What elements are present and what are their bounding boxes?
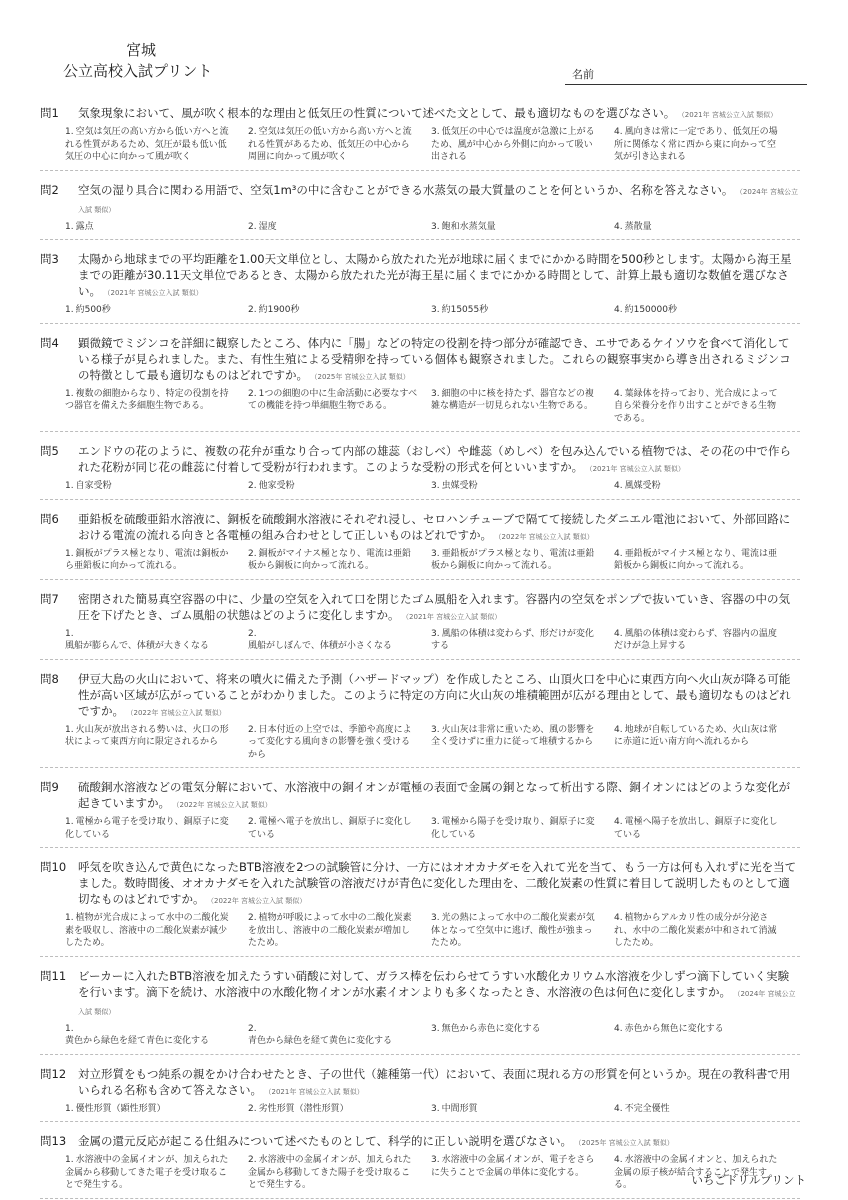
question-source: （2021年 宮城公立入試 類似）: [268, 1087, 364, 1096]
question-header: [40, 182, 800, 218]
question-text-wrap: [78, 968, 800, 1020]
question-source: （2025年 宮城公立入試 類似）: [314, 372, 410, 381]
answer-option-2[interactable]: [248, 1103, 431, 1116]
option-text: 銅板がプラス極となり、電流は銅板から亜鉛板に向かって流れる。: [65, 548, 229, 571]
question-text: 金属の還元反応が起こる仕組みについて述べたものとして、科学的に正しい説明を選びなさい。: [78, 1134, 573, 1148]
option-text: 不完全優性: [624, 1103, 670, 1114]
question-text-wrap: [78, 779, 800, 813]
question-text: 顕微鏡でミジンコを詳細に観察したところ、体内に「腸」などの特定の役割を持つ部分が確認でき、エサであるケイソウを食べて消化している様子が見られました。また、有性生殖による受精卵を持っている個体も観察されました。これらの観察事実から導き出されるミジンコの特徴として最も適切なものはどれですか。: [78, 335, 791, 382]
option-number: 1.: [65, 305, 74, 315]
question-header: [40, 968, 800, 1020]
option-number: 1.: [65, 127, 74, 137]
question-item: [40, 669, 800, 769]
question-item: [40, 589, 800, 660]
question-number: 問9: [40, 780, 59, 794]
option-number: 3.: [431, 913, 440, 923]
question-source: （2021年 宮城公立入試 類似）: [405, 612, 502, 621]
answer-option-4[interactable]: [614, 912, 797, 950]
option-text: 水溶液中の金属イオンが、加えられた金属から移動してきた電子を受け取ることで発生する。: [65, 1155, 229, 1190]
answer-option-1[interactable]: [65, 388, 248, 426]
question-text-wrap: [78, 251, 800, 301]
answer-option-3[interactable]: [431, 304, 614, 317]
option-number: 1.: [65, 1155, 74, 1165]
option-text: 細胞の中に核を持たず、器官などの複雑な構造が一切見られない生物である。: [431, 388, 594, 411]
option-number: 1.: [65, 388, 74, 399]
option-text: 風船が膨らんで、体積が大きくなる: [65, 641, 209, 651]
option-number: 4.: [614, 724, 623, 735]
option-text: 水溶液中の金属イオンと、加えられた金属の原子核が結合することで発生する。: [614, 1155, 778, 1190]
option-text: 火山灰が放出される勢いは、火口の形状によって東西方向に限定されるから: [65, 724, 229, 747]
question-number: 問12: [40, 1066, 67, 1081]
question-text: 密閉された簡易真空容器の中に、少量の空気を入れて口を閉じたゴム風船を入れます。容器内の空気をポンプで抜いていき、容器の中の気圧を下げたとき、ゴム風船の状態はどのように変化しますか。: [78, 591, 790, 622]
question-source: （2022年 宮城公立入試 類似）: [210, 897, 307, 905]
option-text: 水溶液中の金属イオンが、加えられた金属から移動してきた陽子を受け取ることで発生する。: [248, 1155, 412, 1190]
answer-option-3[interactable]: [431, 388, 614, 426]
question-text-wrap: [78, 335, 800, 385]
option-text: 低気圧の中心では温度が急激に上がるため、風が中心から外側に向かって吸い出される: [431, 127, 595, 162]
answer-option-1[interactable]: [65, 724, 248, 762]
question-header: [40, 443, 800, 477]
option-number: 1.: [65, 1103, 74, 1114]
option-number: 2.: [248, 1155, 257, 1165]
option-text: 日本付近の上空では、季節や高度によって変化する風向きの影響を強く受けるから: [248, 724, 412, 760]
option-number: 4.: [614, 481, 623, 491]
question-number: 問5: [40, 444, 59, 458]
option-text: 劣性形質（潜性形質）: [258, 1103, 349, 1114]
option-text: 湿度: [258, 221, 277, 232]
answer-option-4[interactable]: [614, 724, 797, 762]
answer-option-1[interactable]: [65, 221, 248, 234]
option-text: 他家受粉: [258, 481, 295, 491]
option-number: 4.: [614, 548, 623, 559]
option-text: 飽和水蒸気量: [441, 221, 496, 232]
option-text: 電極へ電子を放出し、銅原子に変化している: [248, 817, 412, 840]
option-number: 4.: [614, 913, 623, 923]
question-text-wrap: [78, 511, 800, 545]
question-text: エンドウの花のように、複数の花弁が重なり合って内部の雄蕊（おしべ）や雌蕊（めしべ）を包み込んでいる植物では、その花の中で作られた花粉が同じ花の雌蕊に付着して受粉が行われます。このような受粉の形式を何といいますか。: [78, 444, 791, 474]
option-number: 2.: [248, 628, 257, 639]
option-text: 黄色から緑色を経て青色に変化する: [65, 1036, 210, 1046]
answer-option-1[interactable]: [65, 1103, 248, 1116]
question-text-wrap: [78, 105, 800, 123]
question-item: [40, 333, 800, 433]
question-source: （2022年 宮城公立入試 類似）: [176, 801, 272, 809]
question-item: [40, 857, 800, 957]
option-number: 2.: [248, 481, 257, 491]
option-text: 電極から電子を受け取り、銅原子に変化している: [65, 817, 229, 840]
option-text: 露点: [75, 221, 94, 232]
answer-option-4[interactable]: [614, 388, 797, 426]
option-number: 2.: [248, 548, 257, 559]
answer-option-1[interactable]: [65, 816, 248, 841]
question-item: [40, 777, 800, 848]
answer-options: [65, 304, 800, 317]
question-header: [40, 779, 800, 813]
option-text: 1つの細胞の中に生命活動に必要なすべての機能を持つ単細胞生物である。: [248, 388, 418, 411]
option-number: 4.: [614, 1155, 623, 1165]
question-header: [40, 591, 800, 625]
answer-option-3[interactable]: [431, 126, 614, 164]
answer-option-2[interactable]: [248, 126, 431, 164]
option-number: 3.: [431, 548, 440, 559]
answer-option-3[interactable]: [431, 1023, 614, 1048]
question-header: [40, 1133, 800, 1151]
answer-option-1[interactable]: [65, 126, 248, 164]
answer-option-3[interactable]: [431, 1154, 614, 1192]
answer-option-2[interactable]: [248, 221, 431, 234]
option-number: 1.: [65, 628, 74, 639]
question-source: （2022年 宮城公立入試 類似）: [130, 708, 226, 717]
question-item: [40, 249, 800, 324]
option-number: 1.: [65, 913, 74, 923]
answer-option-3[interactable]: [431, 628, 614, 653]
answer-option-2[interactable]: [248, 1023, 431, 1048]
option-number: 2.: [248, 1103, 257, 1114]
question-source: （2024年 宮城公立入試 類似）: [78, 989, 796, 1016]
question-text: 伊豆大島の火山において、将来の噴火に備えた予測（ハザードマップ）を作成したところ、山頂火口を中心に東西方向へ火山灰が降る可能性が高い区域が広がっていることがわかりました。このように特定の方向に火山灰の堆積範囲が広がる理由として、最も適切なものはどれですか。: [78, 671, 791, 718]
option-number: 3.: [431, 1103, 440, 1114]
option-text: 植物が呼吸によって水中の二酸化炭素を放出し、溶液中の二酸化炭素が増加したため。: [248, 913, 412, 948]
answer-option-4[interactable]: [614, 126, 797, 164]
question-source: （2021年 宮城公立入試 類似）: [681, 111, 778, 119]
question-text: ビーカーに入れたBTB溶液を加えたうすい硝酸に対して、ガラス棒を伝わらせてうすい水酸化カリウム水溶液を少しずつ滴下していく実験を行います。滴下を続け、水溶液中の水酸化物イオンが水素イオンよりも多くなったとき、水溶液の色は何色に変化しますか。: [78, 968, 790, 999]
name-field[interactable]: [565, 84, 807, 85]
option-text: 葉緑体を持っており、光合成によって自ら栄養分を作り出すことができる生物である。: [614, 388, 778, 424]
answer-option-2[interactable]: [248, 548, 431, 573]
title-prefecture: 宮城: [126, 41, 157, 59]
option-text: 蒸散量: [624, 221, 652, 232]
option-number: 2.: [248, 221, 257, 232]
option-text: 地球が自転しているため、火山灰は常に赤道に近い南方向へ流れるから: [614, 724, 778, 747]
answer-option-3[interactable]: [431, 548, 614, 573]
question-text-wrap: [78, 182, 800, 218]
option-number: 1.: [65, 1023, 74, 1034]
option-text: 風船の体積は変わらず、容器内の温度だけが急上昇する: [614, 628, 777, 651]
option-number: 1.: [65, 724, 74, 735]
option-text: 風媒受粉: [624, 481, 661, 491]
option-number: 4.: [614, 628, 623, 639]
option-text: 約500秒: [75, 305, 111, 315]
answer-option-2[interactable]: [248, 724, 431, 762]
answer-options: [65, 628, 800, 653]
option-text: 亜鉛板がマイナス極となり、電流は亜鉛板から銅板に向かって流れる。: [614, 548, 778, 571]
option-number: 4.: [614, 305, 623, 315]
question-number: 問11: [40, 968, 67, 983]
option-number: 4.: [614, 221, 623, 232]
question-item: [40, 509, 800, 580]
option-number: 4.: [614, 1023, 623, 1034]
option-text: 風船がしぼんで、体積が小さくなる: [248, 641, 392, 651]
question-header: [40, 1066, 800, 1100]
footer-brand: いちごドリルプリント: [691, 1173, 806, 1187]
question-text: 空気の湿り具合に関わる用語で、空気1m³の中に含むことができる水蒸気の最大質量のことを何というか、名称を答えなさい。: [78, 182, 734, 197]
option-text: 空気は気圧の高い方から低い方へと流れる性質があるため、気圧が最も低い低気圧の中心に向かって風が吹く: [65, 127, 229, 162]
option-text: 青色から緑色を経て黄色に変化する: [248, 1036, 393, 1046]
option-text: 光の熱によって水中の二酸化炭素が気体となって空気中に逃げ、酸性が強まったため。: [431, 913, 595, 948]
question-text-wrap: [78, 671, 800, 721]
answer-option-1[interactable]: [65, 480, 248, 493]
answer-options: [65, 1103, 800, 1116]
answer-options: [65, 1154, 800, 1192]
question-source: （2025年 宮城公立入試 類似）: [578, 1139, 674, 1147]
answer-option-2[interactable]: [248, 388, 431, 426]
option-number: 1.: [65, 221, 74, 232]
answer-options: [65, 126, 800, 164]
question-text-wrap: [78, 591, 800, 625]
question-text: 対立形質をもつ純系の親をかけ合わせたとき、子の世代（雑種第一代）において、表面に現れる方の形質を何というか。現在の教科書で用いられる名称も含めて答えなさい。: [78, 1066, 791, 1097]
question-source: （2024年 宮城公立入試 類似）: [78, 187, 798, 214]
question-header: [40, 105, 800, 123]
option-number: 2.: [248, 817, 257, 827]
option-text: 風向きは常に一定であり、低気圧の場所に関係なく常に西から東に向かって空気が引き込まれる: [614, 127, 778, 162]
option-text: 空気は気圧の低い方から高い方へと流れる性質があるため、低気圧の中心から周囲に向かって風が吹く: [248, 127, 412, 162]
option-text: 赤色から無色に変化する: [624, 1023, 724, 1034]
option-text: 火山灰は非常に重いため、風の影響を全く受けずに重力に従って堆積するから: [431, 724, 595, 747]
answer-option-1[interactable]: [65, 548, 248, 573]
question-source: （2021年 宮城公立入試 類似）: [107, 289, 203, 297]
option-text: 植物が光合成によって水中の二酸化炭素を吸収し、溶液中の二酸化炭素が減少したため。: [65, 913, 229, 948]
answer-option-4[interactable]: [614, 1023, 797, 1048]
option-text: 電極から陽子を受け取り、銅原子に変化している: [431, 817, 595, 840]
option-text: 亜鉛板がプラス極となり、電流は亜鉛板から銅板に向かって流れる。: [431, 548, 595, 571]
option-number: 3.: [431, 1023, 440, 1034]
option-number: 2.: [248, 724, 257, 735]
option-number: 3.: [431, 127, 440, 137]
option-number: 1.: [65, 481, 74, 491]
option-number: 4.: [614, 1103, 623, 1114]
option-number: 3.: [431, 221, 440, 232]
option-number: 2.: [248, 127, 257, 137]
option-number: 3.: [431, 1155, 440, 1165]
answer-options: [65, 1023, 800, 1048]
name-label: 名前: [572, 68, 594, 81]
question-item: [40, 1064, 800, 1123]
answer-options: [65, 221, 800, 234]
answer-option-4[interactable]: [614, 480, 797, 493]
option-number: 3.: [431, 724, 440, 735]
question-text: 硫酸銅水溶液などの電気分解において、水溶液中の銅イオンが電極の表面で金属の銅となって析出する際、銅イオンにはどのような変化が起きていますか。: [78, 780, 791, 810]
question-number: 問10: [40, 860, 67, 874]
answer-option-3[interactable]: [431, 221, 614, 234]
answer-option-1[interactable]: [65, 304, 248, 317]
question-text: 呼気を吹き込んで黄色になったBTB溶液を2つの試験管に分け、一方にはオオカナダモを入れて光を当て、もう一方は何も入れずに光を当てました。数時間後、オオカナダモを入れた試験管の溶液だけが青色に変化した理由を、二酸化炭素の性質に着目して説明したものとして適切なものはどれですか。: [78, 860, 797, 906]
question-item: [40, 966, 800, 1055]
answer-options: [65, 388, 800, 426]
question-item: [40, 180, 800, 241]
option-number: 4.: [614, 388, 623, 399]
answer-option-4[interactable]: [614, 304, 797, 317]
option-text: 優性形質（顕性形質）: [75, 1103, 166, 1114]
option-number: 2.: [248, 913, 257, 923]
question-source: （2021年 宮城公立入試 類似）: [589, 465, 685, 473]
answer-option-2[interactable]: [248, 1154, 431, 1192]
option-number: 3.: [431, 817, 440, 827]
option-number: 2.: [248, 305, 257, 315]
question-number: 問7: [40, 591, 59, 606]
answer-options: [65, 548, 800, 573]
answer-options: [65, 724, 800, 762]
option-number: 2.: [248, 1023, 257, 1034]
answer-option-1[interactable]: [65, 1023, 248, 1048]
answer-option-3[interactable]: [431, 480, 614, 493]
answer-option-3[interactable]: [431, 912, 614, 950]
answer-option-2[interactable]: [248, 480, 431, 493]
option-number: 2.: [248, 388, 257, 399]
question-source: （2022年 宮城公立入試 類似）: [498, 532, 594, 541]
option-text: 風船の体積は変わらず、形だけが変化する: [431, 628, 594, 651]
question-list: [40, 103, 800, 1200]
option-text: 中間形質: [441, 1103, 478, 1114]
question-text-wrap: [78, 1066, 800, 1100]
answer-option-3[interactable]: [431, 816, 614, 841]
question-text: 太陽から地球までの平均距離を1.00天文単位とし、太陽から放たれた光が地球に届くまでにかかる時間を500秒とします。太陽から海王星までの距離が30.11天文単位であるとき、太陽から放たれた光が海王星に届くまでにかかる時間として、計算上最も適切な数値を選びなさい。: [78, 252, 792, 298]
option-text: 虫媒受粉: [441, 481, 478, 491]
answer-option-4[interactable]: [614, 1103, 797, 1116]
answer-option-1[interactable]: [65, 628, 248, 653]
option-number: 3.: [431, 481, 440, 491]
option-text: 水溶液中の金属イオンが、電子をさらに失うことで金属の単体に変化する。: [431, 1155, 595, 1178]
question-text-wrap: [78, 1133, 800, 1151]
question-header: [40, 511, 800, 545]
question-number: 問3: [40, 252, 59, 266]
option-number: 3.: [431, 628, 440, 639]
question-text-wrap: [78, 443, 800, 477]
question-number: 問1: [40, 106, 59, 120]
option-text: 電極へ陽子を放出し、銅原子に変化している: [614, 817, 778, 840]
question-text-wrap: [78, 859, 800, 909]
answer-option-2[interactable]: [248, 912, 431, 950]
answer-option-4[interactable]: [614, 548, 797, 573]
question-text: 亜鉛板を硫酸亜鉛水溶液に、銅板を硫酸銅水溶液にそれぞれ浸し、セロハンチューブで隔てて接続したダニエル電池において、外部回路における電流の流れる向きと各電極の組み合わせとして正しいものはどれですか。: [78, 511, 791, 542]
answer-option-2[interactable]: [248, 304, 431, 317]
question-header: [40, 671, 800, 721]
question-number: 問8: [40, 671, 59, 686]
option-text: 複数の細胞からなり、特定の役割を持つ器官を備えた多細胞生物である。: [65, 388, 229, 411]
option-number: 4.: [614, 817, 623, 827]
question-header: [40, 335, 800, 385]
answer-option-4[interactable]: [614, 221, 797, 234]
option-number: 3.: [431, 388, 440, 399]
option-number: 1.: [65, 817, 74, 827]
answer-options: [65, 816, 800, 841]
question-item: [40, 103, 800, 171]
question-number: 問4: [40, 335, 59, 350]
question-header: [40, 859, 800, 909]
page-title: 公立高校入試プリント: [63, 62, 213, 80]
question-number: 問13: [40, 1134, 67, 1148]
answer-option-4[interactable]: [614, 628, 797, 653]
answer-option-2[interactable]: [248, 816, 431, 841]
question-number: 問2: [40, 182, 59, 197]
page-header: [0, 0, 848, 100]
option-text: 植物からアルカリ性の成分が分泌され、水中の二酸化炭素が中和されて消滅したため。: [614, 913, 777, 948]
option-text: 銅板がマイナス極となり、電流は亜鉛板から銅板に向かって流れる。: [248, 548, 412, 571]
option-text: 自家受粉: [75, 481, 112, 491]
answer-option-4[interactable]: [614, 816, 797, 841]
question-item: [40, 1131, 800, 1199]
answer-option-3[interactable]: [431, 1103, 614, 1116]
option-text: 無色から赤色に変化する: [441, 1023, 541, 1034]
answer-options: [65, 912, 800, 950]
option-text: 約1900秒: [258, 305, 300, 315]
question-item: [40, 441, 800, 500]
question-text: 気象現象において、風が吹く根本的な理由と低気圧の性質について述べた文として、最も適切なものを選びなさい。: [78, 106, 676, 120]
option-number: 3.: [431, 305, 440, 315]
option-text: 約15055秒: [441, 305, 489, 315]
question-header: [40, 251, 800, 301]
answer-options: [65, 480, 800, 493]
option-number: 1.: [65, 548, 74, 559]
answer-option-3[interactable]: [431, 724, 614, 762]
question-number: 問6: [40, 511, 59, 526]
option-number: 4.: [614, 127, 623, 137]
answer-option-2[interactable]: [248, 628, 431, 653]
answer-option-1[interactable]: [65, 912, 248, 950]
option-text: 約150000秒: [624, 305, 677, 315]
answer-option-1[interactable]: [65, 1154, 248, 1192]
